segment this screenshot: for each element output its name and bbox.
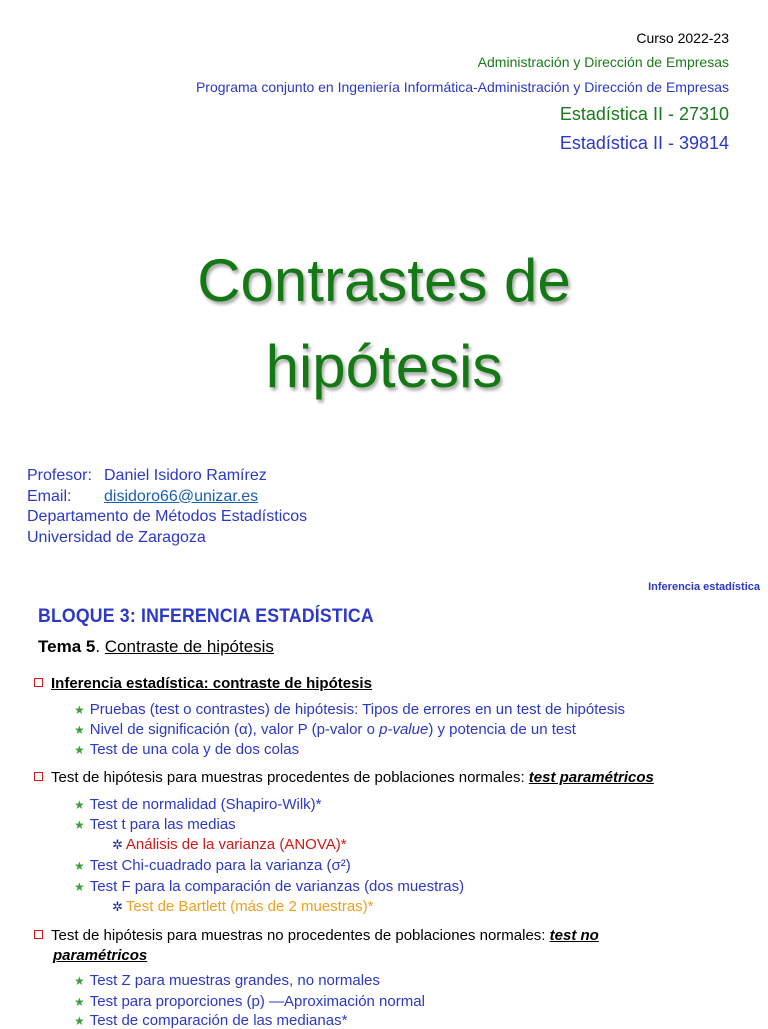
star-bullet-icon: ★ (74, 995, 85, 1009)
list-item-text: Test t para las medias (89, 816, 236, 833)
sub-list-item-text: Test de Bartlett (más de 2 muestras)* (125, 898, 374, 915)
title-line-1: Contrastes de (197, 247, 571, 314)
section-3-text: Test de hipótesis para muestras no procedentes de poblaciones normales: (51, 927, 550, 944)
topic-heading (38, 637, 274, 657)
block-heading: BLOQUE 3: INFERENCIA ESTADÍSTICA (38, 606, 374, 627)
section-3-emphasis: test no (549, 927, 599, 944)
list-item (74, 878, 464, 895)
list-item-text: Test para proporciones (p) —Aproximación normal (89, 993, 425, 1010)
sub-list-item (112, 836, 347, 853)
list-item-text: Test F para la comparación de varianzas (dos muestras) (89, 878, 465, 895)
star-bullet-icon: ★ (74, 974, 85, 988)
list-item (74, 721, 576, 738)
section-3-continued (53, 946, 147, 965)
gear-bullet-icon: ✲ (112, 899, 123, 914)
page-title (0, 238, 768, 410)
section-2-emphasis: test paramétricos (528, 769, 654, 786)
list-item-italic: p-value (379, 721, 429, 738)
section-1-title: Inferencia estadística: contraste de hipótesis (51, 675, 372, 692)
list-item-text: Test Z para muestras grandes, no normales (89, 972, 380, 989)
checkbox-bullet-icon (34, 678, 43, 687)
sub-list-item-text: Análisis de la varianza (ANOVA)* (125, 836, 347, 853)
list-item (74, 972, 380, 989)
professor-label: Profesor: (27, 467, 92, 484)
list-item (74, 816, 236, 833)
subject-code-2: Estadística II - 39814 (559, 133, 729, 153)
list-item (74, 796, 322, 813)
star-bullet-icon: ★ (74, 798, 85, 812)
topic-number: Tema 5 (38, 637, 96, 656)
email-label: Email: (27, 487, 72, 505)
list-item (74, 993, 425, 1010)
section-1 (34, 674, 372, 693)
degree-name: Administración y Dirección de Empresas (477, 54, 729, 70)
professor-row (27, 466, 307, 487)
star-bullet-icon: ★ (74, 743, 85, 757)
checkbox-bullet-icon (34, 772, 43, 781)
program-name: Programa conjunto en Ingeniería Informática-Administración y Dirección de Empresas (195, 79, 729, 95)
star-bullet-icon: ★ (74, 880, 85, 894)
topic-separator: . (95, 637, 105, 656)
gear-bullet-icon: ✲ (112, 837, 123, 852)
list-item-text: Test de una cola y de dos colas (89, 741, 300, 758)
professor-name: Daniel Isidoro Ramírez (104, 467, 267, 484)
slide-tag: Inferencia estadística (648, 581, 760, 593)
department: Departamento de Métodos Estadísticos (27, 508, 308, 525)
list-item (74, 741, 299, 758)
list-item-text: Nivel de significación (α), valor P (p-valor o (89, 721, 380, 738)
star-bullet-icon: ★ (74, 703, 85, 717)
email-link[interactable]: disidoro66@unizar.es (104, 487, 259, 505)
section-3 (34, 926, 599, 945)
section-2 (34, 768, 654, 787)
subject-code-1: Estadística II - 27310 (559, 104, 729, 124)
star-bullet-icon: ★ (74, 723, 85, 737)
list-item (74, 1012, 347, 1029)
section-2-text: Test de hipótesis para muestras procedentes de poblaciones normales: (51, 769, 529, 786)
professor-info (27, 466, 307, 548)
sub-list-item (112, 898, 374, 915)
course-year: Curso 2022-23 (636, 30, 729, 46)
topic-title: Contraste de hipótesis (104, 637, 274, 656)
list-item-text-end: ) y potencia de un test (428, 721, 576, 738)
list-item-text: Test de normalidad (Shapiro-Wilk)* (89, 796, 322, 813)
checkbox-bullet-icon (34, 930, 43, 939)
email-row (27, 487, 307, 508)
university: Universidad de Zaragoza (27, 528, 206, 546)
star-bullet-icon: ★ (74, 818, 85, 832)
list-item-text: Test de comparación de las medianas* (89, 1012, 348, 1029)
list-item (74, 857, 351, 874)
list-item (74, 701, 625, 718)
star-bullet-icon: ★ (74, 1014, 85, 1028)
star-bullet-icon: ★ (74, 859, 85, 873)
list-item-text: Pruebas (test o contrastes) de hipótesis: Tipos de errores en un test de hipótesis (89, 701, 626, 718)
list-item-text: Test Chi-cuadrado para la varianza (σ²) (89, 857, 351, 874)
title-line-2: hipótesis (265, 333, 503, 400)
section-3-emphasis-2: paramétricos (53, 947, 148, 964)
